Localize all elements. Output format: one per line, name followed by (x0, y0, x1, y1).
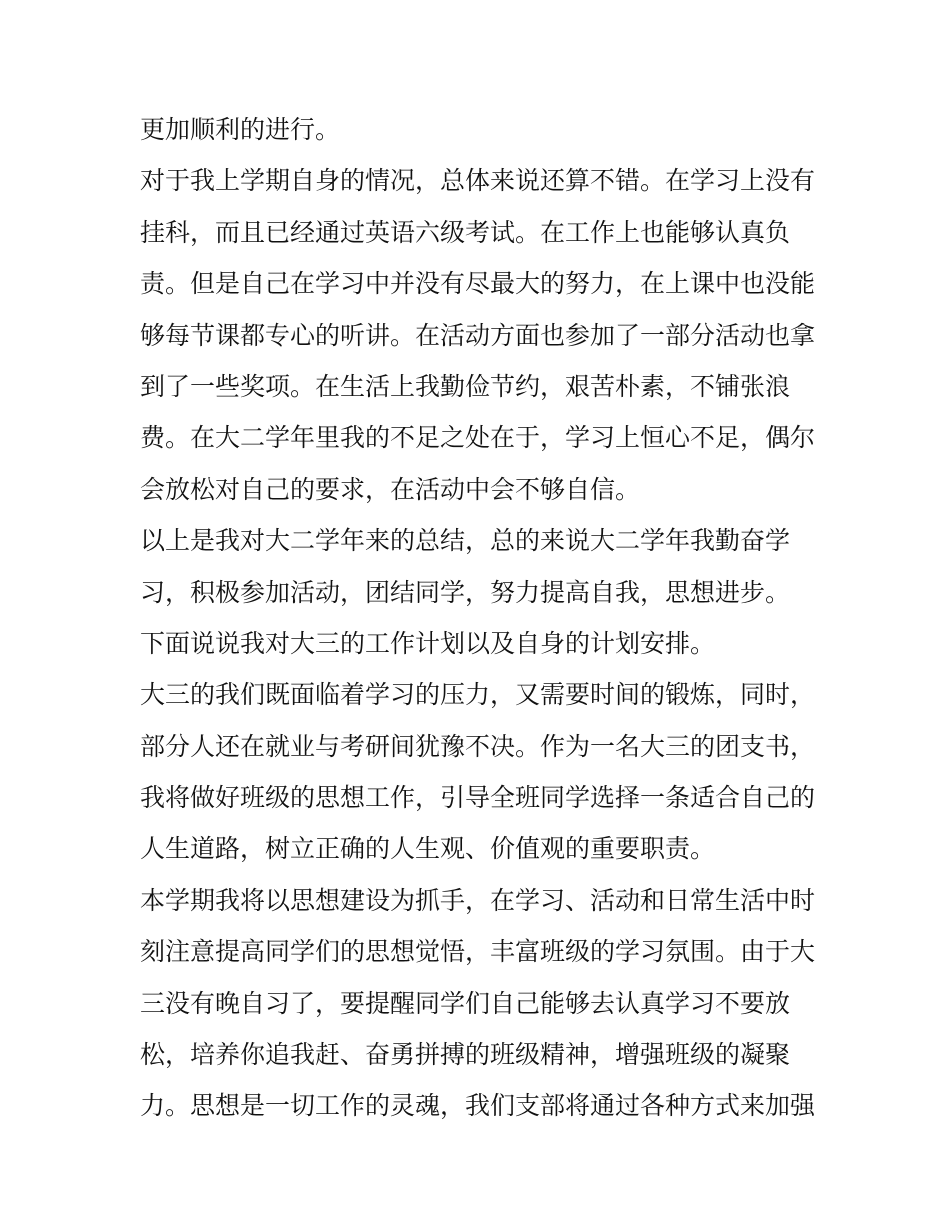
body-text (140, 104, 820, 1132)
text-line: 责。但是自己在学习中并没有尽最大的努力，在上课中也没能 (140, 269, 816, 299)
text-line: 刻注意提高同学们的思想觉悟，丰富班级的学习氛围。由于大 (140, 937, 816, 967)
text-line: 大三的我们既面临着学习的压力，又需要时间的锻炼，同时， (140, 680, 816, 710)
text-line: 部分人还在就业与考研间犹豫不决。作为一名大三的团支书， (140, 731, 816, 761)
text-line: 习，积极参加活动，团结同学，努力提高自我，思想进步。 (140, 577, 791, 607)
text-line: 我将做好班级的思想工作，引导全班同学选择一条适合自己的 (140, 783, 816, 813)
text-line: 以上是我对大二学年来的总结，总的来说大二学年我勤奋学 (140, 526, 791, 556)
text-line: 会放松对自己的要求，在活动中会不够自信。 (140, 474, 641, 504)
text-line: 够每节课都专心的听讲。在活动方面也参加了一部分活动也拿 (140, 320, 816, 350)
text-line: 三没有晚自习了，要提醒同学们自己能够去认真学习不要放 (140, 988, 791, 1018)
text-line: 挂科，而且已经通过英语六级考试。在工作上也能够认真负 (140, 217, 791, 247)
text-line: 费。在大二学年里我的不足之处在于，学习上恒心不足，偶尔 (140, 423, 816, 453)
text-line: 人生道路，树立正确的人生观、价值观的重要职责。 (140, 834, 716, 864)
text-line: 下面说说我对大三的工作计划以及自身的计划安排。 (140, 628, 716, 658)
text-line: 本学期我将以思想建设为抓手，在学习、活动和日常生活中时 (140, 885, 816, 915)
text-line: 到了一些奖项。在生活上我勤俭节约，艰苦朴素，不铺张浪 (140, 371, 791, 401)
text-line: 力。思想是一切工作的灵魂，我们支部将通过各种方式来加强 (140, 1091, 816, 1121)
text-line: 松，培养你追我赶、奋勇拼搏的班级精神，增强班级的凝聚 (140, 1040, 791, 1070)
text-line: 对于我上学期自身的情况，总体来说还算不错。在学习上没有 (140, 166, 816, 196)
text-line: 更加顺利的进行。 (140, 115, 341, 144)
